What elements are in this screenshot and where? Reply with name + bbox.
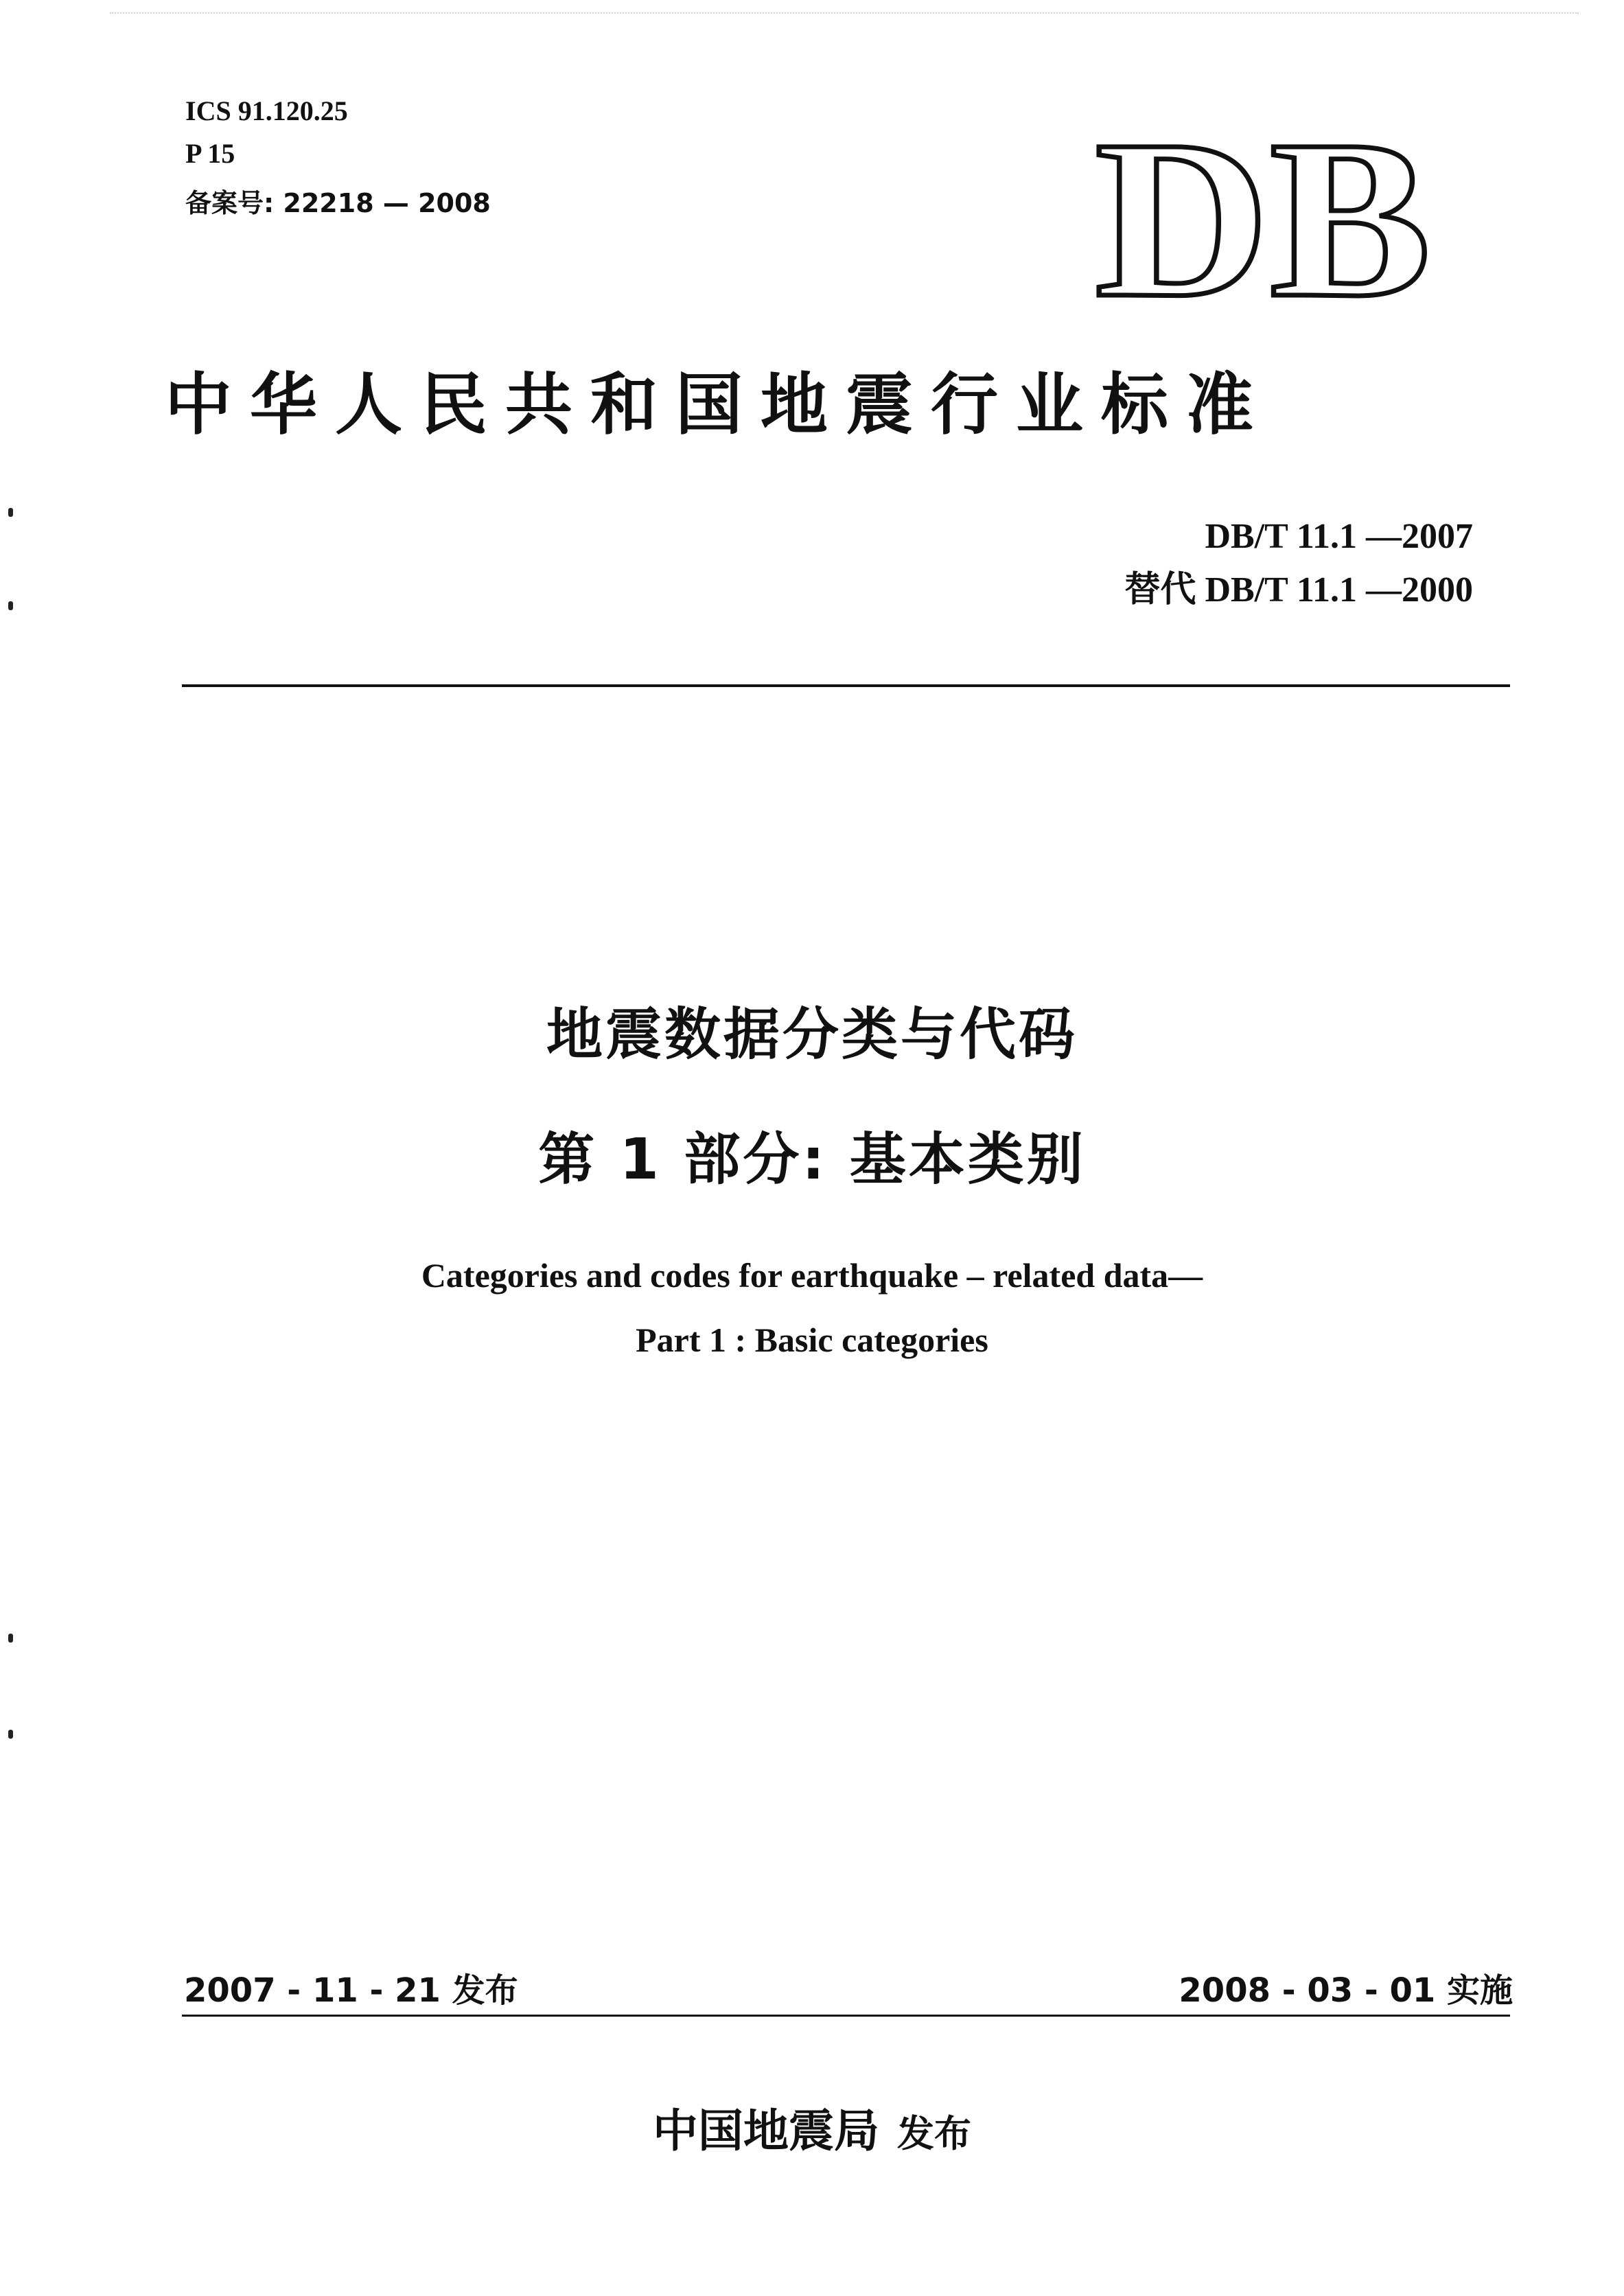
chinese-title-line-2: 第 1 部分: 基本类别	[538, 1127, 1086, 1192]
standard-number: DB/T 11.1 —2007	[1205, 517, 1473, 556]
issuer-action: 发布	[897, 2112, 971, 2155]
english-title-line-2: Part 1 : Basic categories	[636, 1321, 988, 1359]
classification-code: P 15	[185, 138, 235, 169]
footer-divider	[182, 2015, 1510, 2017]
db-logo-text: DB	[1095, 124, 1431, 309]
scan-artifact-line	[110, 12, 1579, 14]
issue-date: 2007 - 11 - 21 发布	[184, 1971, 518, 2010]
db-logo	[1095, 124, 1438, 309]
english-title-line-1: Categories and codes for earthquake – related data—	[421, 1256, 1203, 1295]
binding-mark	[8, 1730, 13, 1739]
record-number: 备案号: 22218 — 2008	[185, 188, 491, 218]
binding-mark	[8, 601, 13, 610]
ics-code: ICS 91.120.25	[185, 95, 348, 126]
binding-mark	[8, 508, 13, 517]
implementation-date: 2008 - 03 - 01 实施	[1179, 1971, 1513, 2010]
header-divider	[182, 684, 1510, 687]
replaced-standard-number: 替代 DB/T 11.1 —2000	[1124, 570, 1473, 610]
issuer-name: 中国地震局	[653, 2104, 879, 2157]
binding-mark	[8, 1634, 13, 1643]
chinese-title-line-1: 地震数据分类与代码	[546, 1002, 1078, 1067]
standard-type-title: 中华人民共和国地震行业标准	[165, 365, 1272, 444]
issuer-line	[0, 2103, 1624, 2161]
